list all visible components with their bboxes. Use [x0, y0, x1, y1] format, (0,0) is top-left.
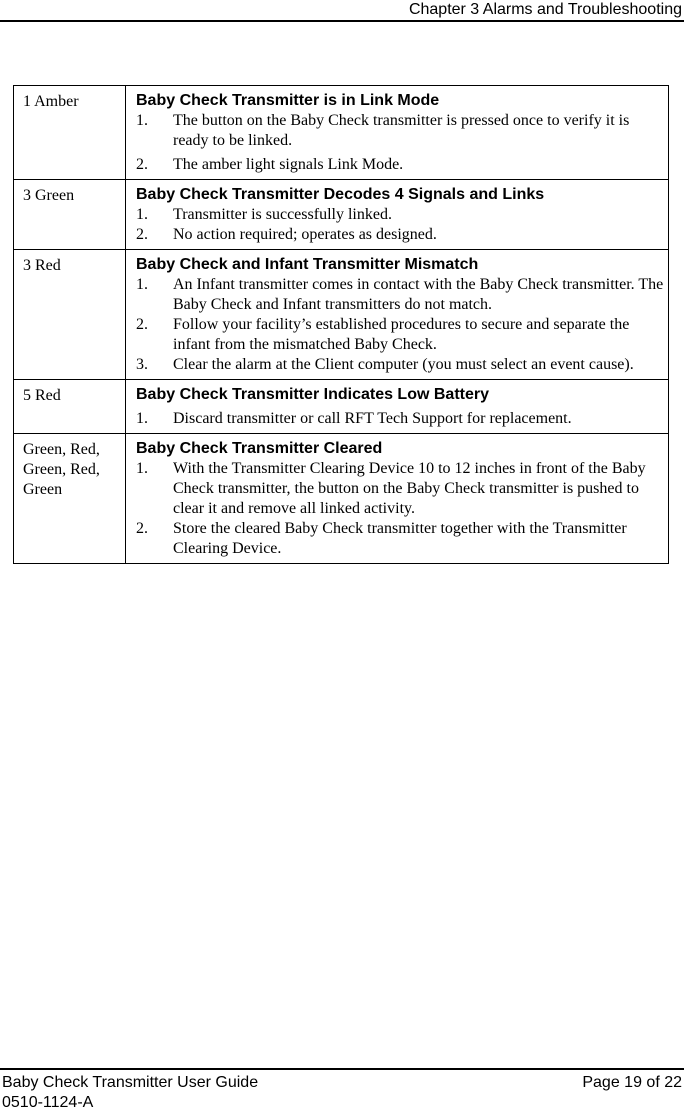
description-cell: [126, 434, 669, 564]
step-text: With the Transmitter Clearing Device 10 to 12 inches in front of the Baby Check transmitter, the button on the Baby Check transmitter is pushed to clear it and remove all linked activity.: [173, 460, 646, 517]
step-number: 1.: [136, 206, 148, 223]
list-item: [136, 519, 664, 559]
signal-cell: Green, Red, Green, Red, Green: [14, 434, 126, 564]
step-number: 1.: [136, 112, 148, 129]
step-text: The button on the Baby Check transmitter is pressed once to verify it is ready to be linked.: [173, 112, 630, 149]
table-row: [14, 180, 669, 250]
list-item: [136, 459, 664, 519]
row-title: Baby Check Transmitter Indicates Low Battery: [136, 386, 489, 403]
step-text: Transmitter is successfully linked.: [173, 206, 392, 223]
list-item: [136, 275, 664, 315]
description-cell: [126, 180, 669, 250]
step-list: [136, 409, 664, 429]
step-text: Clear the alarm at the Client computer (you must select an event cause).: [173, 356, 634, 373]
table-row: [14, 380, 669, 434]
list-item: [136, 111, 664, 151]
signal-cell: 1 Amber: [14, 86, 126, 180]
step-list: [136, 205, 664, 245]
list-item: [136, 225, 664, 245]
row-title: Baby Check and Infant Transmitter Mismatch: [136, 256, 479, 273]
step-number: 1.: [136, 460, 148, 477]
table-row: [14, 86, 669, 180]
signal-cell: 5 Red: [14, 380, 126, 434]
footer-left: [2, 1073, 258, 1113]
list-item: [136, 315, 664, 355]
signal-cell: 3 Red: [14, 250, 126, 380]
list-item: [136, 355, 664, 375]
step-list: [136, 459, 664, 559]
step-number: 1.: [136, 410, 148, 427]
footer-divider: [0, 1068, 684, 1070]
document-number: 0510-1124-A: [2, 1094, 94, 1111]
table-row: [14, 434, 669, 564]
row-title: Baby Check Transmitter Cleared: [136, 440, 383, 457]
step-text: An Infant transmitter comes in contact with the Baby Check transmitter. The Baby Check and Infant transmitters do not match.: [173, 276, 664, 313]
header-divider: [0, 20, 684, 22]
step-list: [136, 111, 664, 175]
step-text: No action required; operates as designed.: [173, 226, 437, 243]
step-text: Discard transmitter or call RFT Tech Support for replacement.: [173, 410, 572, 427]
step-text: The amber light signals Link Mode.: [173, 156, 404, 173]
page-number: Page 19 of 22: [582, 1074, 682, 1091]
step-number: 1.: [136, 276, 148, 293]
description-cell: [126, 86, 669, 180]
step-number: 2.: [136, 226, 148, 243]
guide-title: Baby Check Transmitter User Guide: [2, 1074, 259, 1091]
signal-cell: 3 Green: [14, 180, 126, 250]
description-cell: [126, 380, 669, 434]
list-item: [136, 205, 664, 225]
step-number: 2.: [136, 520, 148, 537]
step-number: 3.: [136, 356, 148, 373]
list-item: [136, 409, 664, 429]
description-cell: [126, 250, 669, 380]
alarm-signal-table: [13, 85, 669, 564]
step-text: Store the cleared Baby Check transmitter together with the Transmitter Clearing Device.: [173, 520, 627, 557]
table-row: [14, 250, 669, 380]
step-text: Follow your facility’s established procedures to secure and separate the infant from the mismatched Baby Check.: [173, 316, 630, 353]
list-item: [136, 155, 664, 175]
chapter-title: Chapter 3 Alarms and Troubleshooting: [408, 1, 682, 18]
row-title: Baby Check Transmitter Decodes 4 Signals and Links: [136, 186, 545, 203]
step-number: 2.: [136, 156, 148, 173]
step-number: 2.: [136, 316, 148, 333]
step-list: [136, 275, 664, 375]
row-title: Baby Check Transmitter is in Link Mode: [136, 92, 440, 109]
